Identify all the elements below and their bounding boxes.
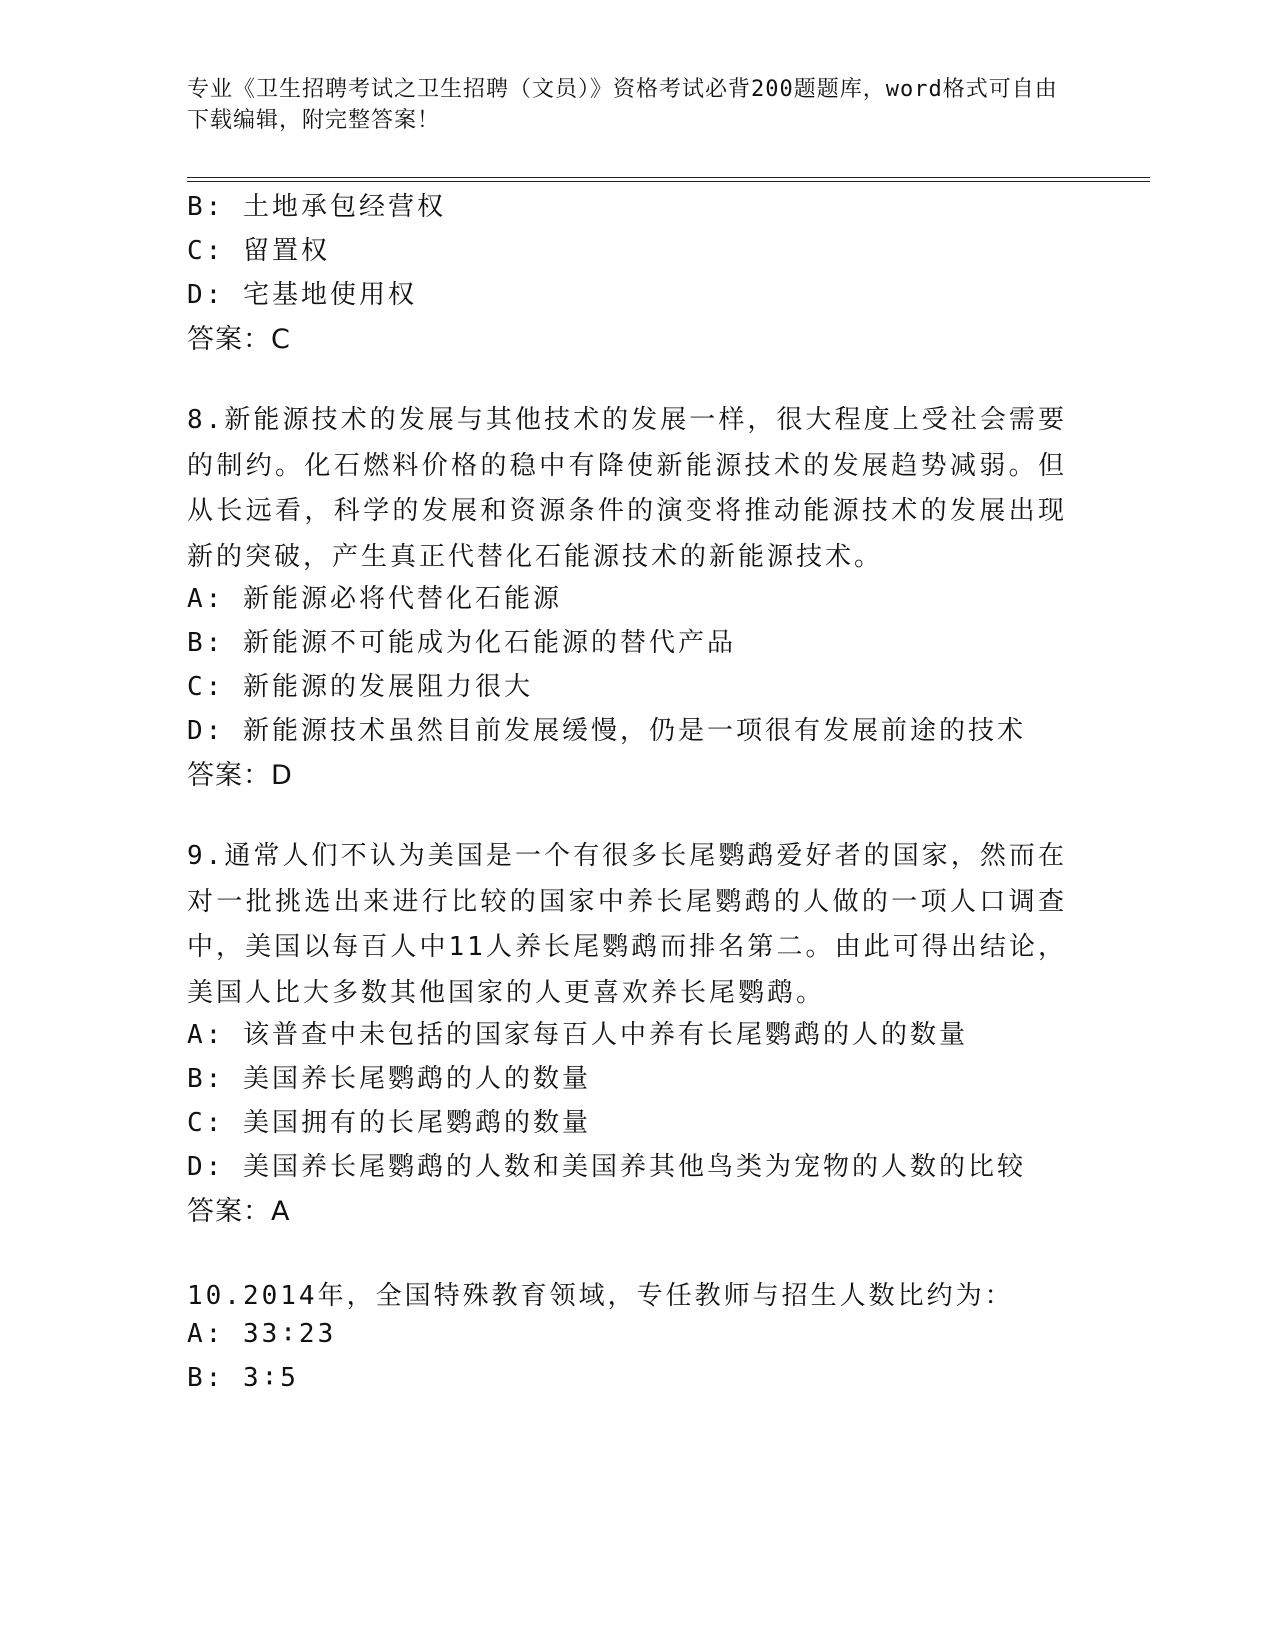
question-stem-8: 8.新能源技术的发展与其他技术的发展一样，很大程度上受社会需要的制约。化石燃料价格的稳中有降使新能源技术的发展趋势减弱。但从长远看，科学的发展和资源条件的演变将推动能源技术的发展出现新的突破，产生真正代替化石能源技术的新能源技术。 <box>187 405 1067 572</box>
answer-line: 答案：D <box>187 760 293 791</box>
option-d: D: 宅基地使用权 <box>187 280 417 310</box>
option-c: C: 美国拥有的长尾鹦鹉的数量 <box>187 1108 591 1138</box>
option-b: B: 土地承包经营权 <box>187 192 446 222</box>
option-d: D: 美国养长尾鹦鹉的人数和美国养其他鸟类为宠物的人数的比较 <box>187 1152 1026 1182</box>
option-a: A: 33∶23 <box>187 1319 337 1349</box>
option-d: D: 新能源技术虽然目前发展缓慢，仍是一项很有发展前途的技术 <box>187 716 1026 746</box>
option-b: B: 美国养长尾鹦鹉的人的数量 <box>187 1064 591 1094</box>
answer-line: 答案：C <box>187 324 291 355</box>
answer-line: 答案：A <box>187 1196 291 1227</box>
header-divider <box>187 177 1150 182</box>
document-header: 专业《卫生招聘考试之卫生招聘（文员）》资格考试必背200题题库，word格式可自由下载编辑，附完整答案！ <box>187 77 1058 133</box>
option-a: A: 新能源必将代替化石能源 <box>187 584 562 614</box>
option-a: A: 该普查中未包括的国家每百人中养有长尾鹦鹉的人的数量 <box>187 1020 968 1050</box>
option-c: C: 留置权 <box>187 236 330 266</box>
question-stem-10: 10.2014年，全国特殊教育领域，专任教师与招生人数比约为： <box>187 1281 1014 1311</box>
option-b: B: 新能源不可能成为化石能源的替代产品 <box>187 628 736 658</box>
option-b: B: 3∶5 <box>187 1363 299 1393</box>
option-c: C: 新能源的发展阻力很大 <box>187 672 533 702</box>
question-stem-9: 9.通常人们不认为美国是一个有很多长尾鹦鹉爱好者的国家，然而在对一批挑选出来进行比较的国家中养长尾鹦鹉的人做的一项人口调查中，美国以每百人中11人养长尾鹦鹉而排名第二。由此可得出结论，美国人比大多数其他国家的人更喜欢养长尾鹦鹉。 <box>187 841 1067 1008</box>
